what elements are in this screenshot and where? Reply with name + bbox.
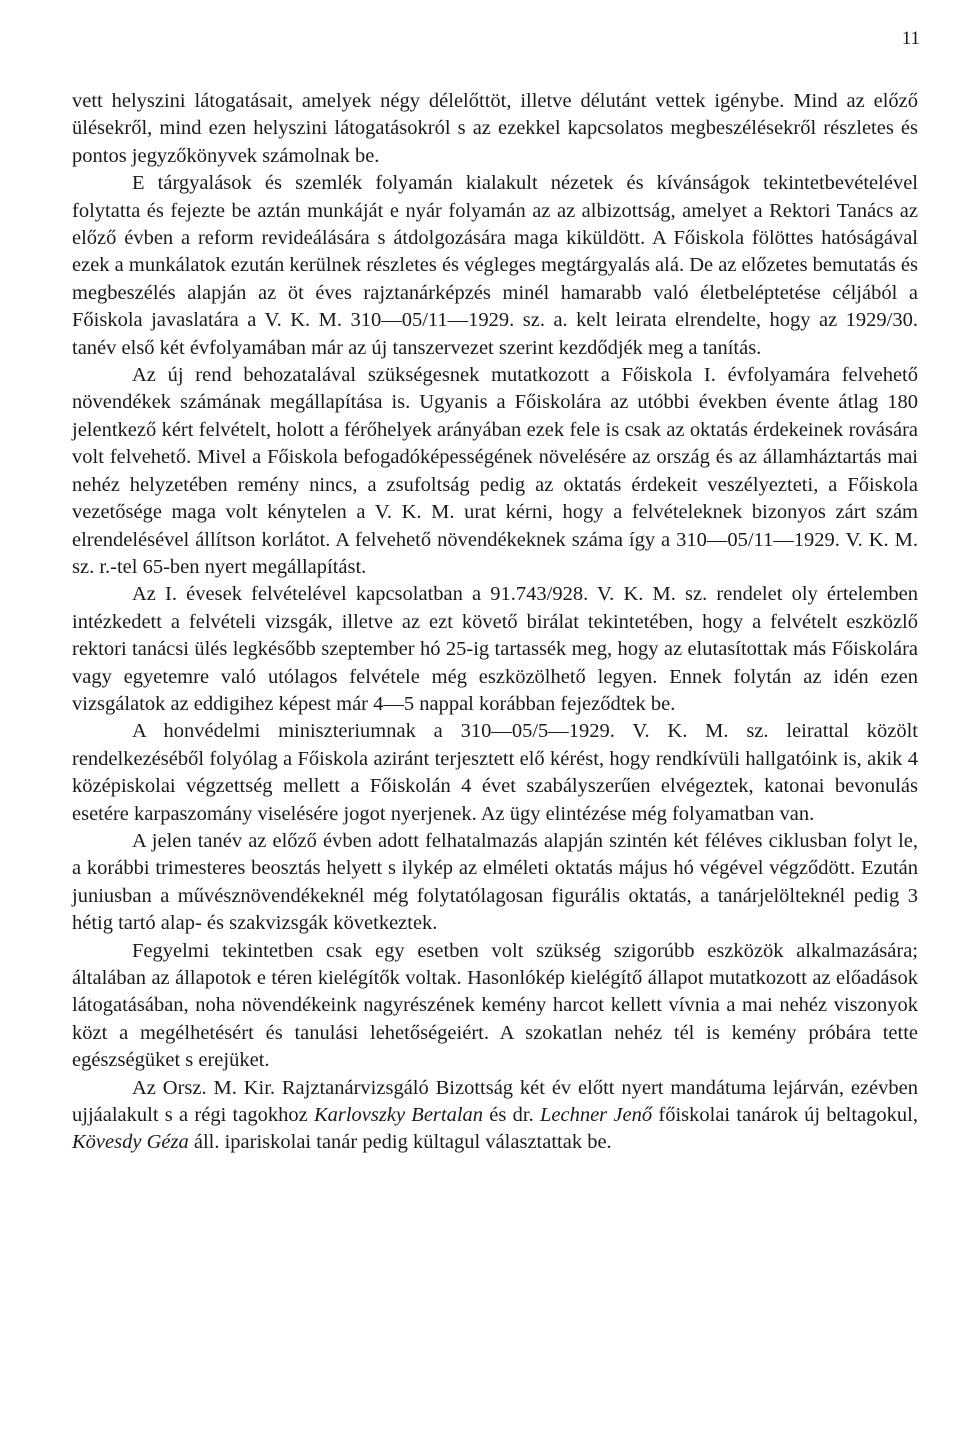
- page-number: 11: [901, 28, 920, 49]
- person-name-lechner: Lechner Jenő: [539, 1104, 653, 1127]
- paragraph-8-text-2: és dr.: [483, 1104, 540, 1127]
- person-name-karlovszky: Karlovszky Bertalan: [313, 1104, 484, 1127]
- person-name-kovesdy: Kövesdy Géza: [72, 1131, 189, 1154]
- paragraph-2: E tárgyalások és szemlék folyamán kialakult nézetek és kívánságok tekintetbevételével folytatta és fejezte be aztán munkáját e nyár folyamán az az albizottság, amelyet a Rektori Tanács az előző évben a reform revideálására s átdolgozására maga kiküldött. A Főiskola fölöttes hatóságával ezek a munkálatok ezután kerülnek részletes és végleges megtárgyalás alá. De az előzetes bemutatás és megbeszélés alapján az öt éves rajztanárképzés minél hamarabb való életbeléptetése céljából a Főiskola javaslatára a V. K. M. 310—05/11—1929. sz. a. kelt leirata elrendelte, hogy az 1929/30. tanév első két évfolyamában már az új tanszervezet szerint kezdődjék meg a tanítás.: [72, 172, 918, 359]
- paragraph-8-text-1: Az Orsz. M. Kir. Rajztanárvizsgáló Bizottság két év előtt nyert mandátuma lejárván, ezévben ujjáalakult s a régi tagokhoz: [72, 1076, 918, 1127]
- paragraph-4: Az I. évesek felvételével kapcsolatban a 91.743/928. V. K. M. sz. rendelet oly értelemben intézkedett a felvételi vizsgák, illetve az ezt követő birálat tekintetében, hogy a felvételt eszközlő rektori tanácsi ülés legkésőbb szeptember hó 25-ig tartassék meg, hogy az elutasítottak más Főiskolára vagy egyetemre való utólagos felvétele még eszközölhető legyen. Ennek folytán az idén ezen vizsgálatok az eddigihez képest már 4—5 nappal korábban fejeződtek be.: [72, 583, 918, 715]
- paragraph-5: A honvédelmi miniszteriumnak a 310—05/5—1929. V. K. M. sz. leirattal közölt rendelkezéséből folyólag a Főiskola aziránt terjesztett elő kérést, hogy rendkívüli hallgatóink is, akik 4 középiskolai végzettség mellett a Főiskolán 4 évet szabályszerűen elvégeztek, katonai bevonulás esetére karpaszomány viselésére jogot nyerjenek. Az ügy elintézése még folyamatban van.: [72, 720, 918, 825]
- paragraph-3: Az új rend behozatalával szükségesnek mutatkozott a Főiskola I. évfolyamára felvehető növendékek számának megállapítása is. Ugyanis a Főiskolára az utóbbi években évente átlag 180 jelentkező kért felvételt, holott a férőhelyek arányában ezek fele is csak az oktatás érdekeinek rovására volt felvehető. Mivel a Főiskola befogadóképességének növelésére az ország és az államháztartás mai nehéz helyzetében remény nincs, a zsufoltság pedig az oktatás érdekeit veszélyezteti, a Főiskola vezetősége maga volt kénytelen a V. K. M. urat kérni, hogy a felvételeknek bizonyos zárt szám elrendelésével állítson korlátot. A felvehető növendékeknek száma így a 310—05/11—1929. V. K. M. sz. r.-tel 65-ben nyert megállapítást.: [72, 364, 918, 578]
- paragraph-8-text-4: áll. ipariskolai tanár pedig kültagul választattak be.: [188, 1131, 612, 1154]
- paragraph-7: Fegyelmi tekintetben csak egy esetben volt szükség szigorúbb eszközök alkalmazására; általában az állapotok e téren kielégítők voltak. Hasonlókép kielégítő állapot mutatkozott az előadások látogatásában, noha növendékeink nagyrészének kemény harcot kellett vívnia a mai nehéz viszonyok közt a megélhetésért és tanulási lehetőségeiért. A szokatlan nehéz tél is kemény próbára tette egészségüket s erejüket.: [72, 939, 918, 1072]
- paragraph-1: vett helyszini látogatásait, amelyek négy délelőttöt, illetve délutánt vettek igénybe. Mind az előző ülésekről, mind ezen helyszini látogatásokról s az ezekkel kapcsolatos megbeszélésekről részletes és pontos jegyzőkönyvek számolnak be.: [72, 90, 918, 167]
- paragraph-8-text-3: főiskolai tanárok új beltagokul,: [652, 1104, 918, 1127]
- paragraph-6: A jelen tanév az előző évben adott felhatalmazás alapján szintén két féléves ciklusban folyt le, a korábbi trimesteres beosztás helyett s ilykép az elméleti oktatás május hó végével végződött. Ezután juniusban a művésznövendékeknél még folytatólagosan figurális oktatás, a tanárjelölteknél pedig 3 hétig tartó alap- és szakvizsgák következtek.: [72, 829, 918, 935]
- paragraph-8: [72, 1075, 918, 1157]
- document-body: [72, 88, 918, 1157]
